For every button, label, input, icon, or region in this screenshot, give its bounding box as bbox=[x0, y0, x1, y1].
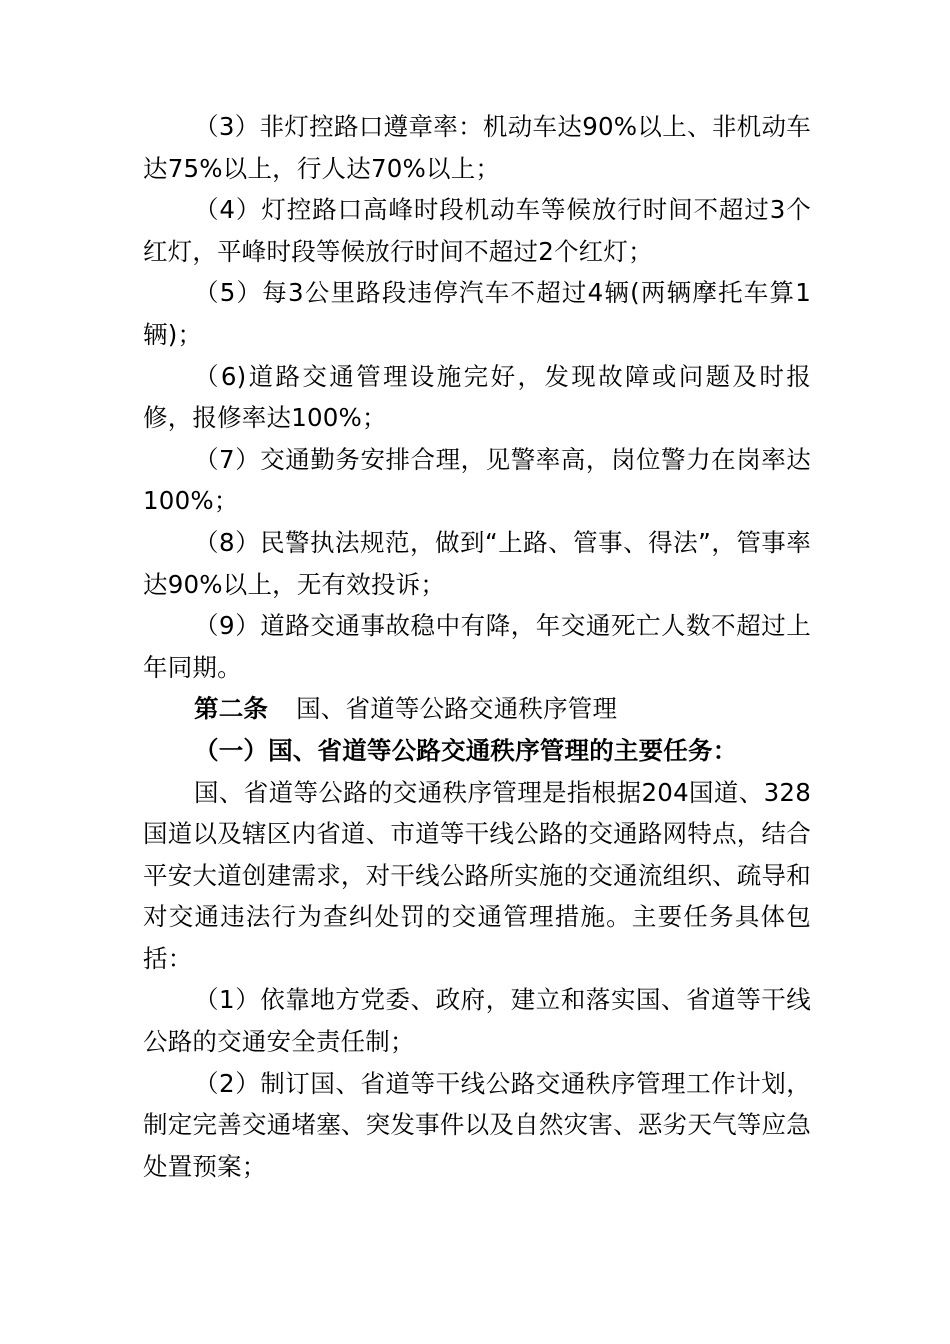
article-title: 国、省道等公路交通秩序管理 bbox=[296, 694, 618, 724]
document-page bbox=[143, 106, 811, 1187]
paragraph-task-2: （2）制订国、省道等干线公路交通秩序管理工作计划，制定完善交通堵塞、突发事件以及自然灾害、恶劣天气等应急处置预案； bbox=[143, 1068, 811, 1181]
paragraph-intro: 国、省道等公路的交通秩序管理是指根据204国道、328国道以及辖区内省道、市道等干线公路的交通路网特点，结合平安大道创建需求，对干线公路所实施的交通流组织、疏导和对交通违法行为查纠处罚的交通管理措施。主要任务具体包括： bbox=[143, 777, 811, 973]
paragraph-item-5: （5）每3公里路段违停汽车不超过4辆(两辆摩托车算1辆)； bbox=[143, 278, 811, 349]
paragraph-item-4: （4）灯控路口高峰时段机动车等候放行时间不超过3个红灯，平峰时段等候放行时间不超过2个红灯； bbox=[143, 195, 811, 266]
paragraph-item-3: （3）非灯控路口遵章率：机动车达90%以上、非机动车达75%以上，行人达70%以上； bbox=[143, 112, 811, 183]
paragraph-item-8: （8）民警执法规范，做到“上路、管事、得法”，管事率达90%以上，无有效投诉； bbox=[143, 527, 811, 599]
article-label: 第二条 bbox=[194, 694, 269, 724]
paragraph-item-6: （6)道路交通管理设施完好，发现故障或问题及时报修，报修率达100%； bbox=[143, 361, 811, 433]
paragraph-item-9: （9）道路交通事故稳中有降，年交通死亡人数不超过上年同期。 bbox=[143, 611, 811, 682]
article-heading bbox=[143, 688, 811, 730]
paragraph-task-1: （1）依靠地方党委、政府，建立和落实国、省道等干线公路的交通安全责任制； bbox=[143, 985, 811, 1057]
section-heading: （一）国、省道等公路交通秩序管理的主要任务： bbox=[194, 735, 738, 765]
paragraph-item-7: （7）交通勤务安排合理，见警率高，岗位警力在岗率达100%； bbox=[143, 444, 811, 516]
